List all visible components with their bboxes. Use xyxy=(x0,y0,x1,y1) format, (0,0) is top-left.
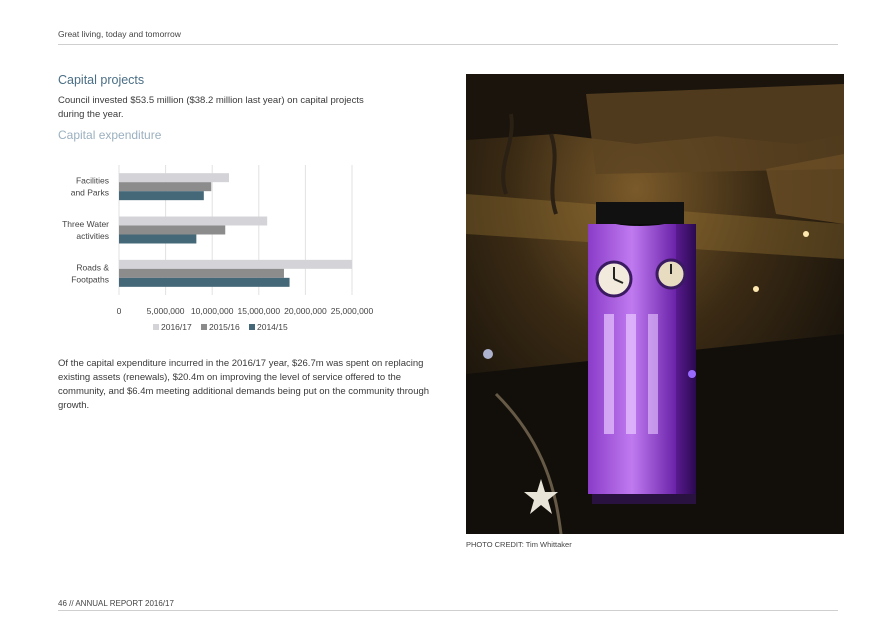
bar-2016-17 xyxy=(119,217,267,226)
bar-2016-17 xyxy=(119,173,229,182)
header-divider xyxy=(58,44,838,45)
chart-svg xyxy=(56,160,386,340)
capital-expenditure-chart xyxy=(56,160,386,340)
legend-swatch xyxy=(201,324,207,330)
x-tick-label: 10,000,000 xyxy=(190,306,234,316)
legend-label: 2014/15 xyxy=(257,322,288,332)
legend-swatch xyxy=(249,324,255,330)
bar-2015-16 xyxy=(119,269,284,278)
x-tick-label: 0 xyxy=(116,306,122,316)
footer-page-label: 46 // ANNUAL REPORT 2016/17 xyxy=(58,599,174,608)
header-tagline: Great living, today and tomorrow xyxy=(58,29,181,39)
capital-expenditure-paragraph: Of the capital expenditure incurred in the 2016/17 year, $26.7m was spent on replacing existing assets (renewals), $20.4m on improving the level of service offered to the community, and $6.4m meeting additional demands being put on the community through growth. xyxy=(58,358,430,411)
bar-2014-15 xyxy=(119,278,290,287)
photo-credit: PHOTO CREDIT: Tim Whittaker xyxy=(466,540,572,549)
bar-2014-15 xyxy=(119,191,204,200)
legend-swatch xyxy=(153,324,159,330)
legend-label: 2016/17 xyxy=(161,322,192,332)
bar-2015-16 xyxy=(119,182,211,191)
category-label: Roads & xyxy=(76,262,109,273)
footer-divider xyxy=(58,610,838,611)
category-label: activities xyxy=(76,231,109,241)
category-label: Three Water xyxy=(62,219,109,229)
bar-2016-17 xyxy=(119,260,352,269)
x-tick-label: 5,000,000 xyxy=(146,306,185,316)
bar-2015-16 xyxy=(119,226,225,235)
section-title: Capital projects xyxy=(58,73,145,87)
category-label: Footpaths xyxy=(71,274,109,285)
x-tick-label: 15,000,000 xyxy=(237,306,281,316)
bar-2014-15 xyxy=(119,235,196,244)
clock-tower-photo xyxy=(466,74,844,534)
clock-tower-image xyxy=(466,74,844,534)
category-label: and Parks xyxy=(70,187,109,198)
legend-label: 2015/16 xyxy=(209,322,240,332)
x-tick-label: 20,000,000 xyxy=(284,306,327,316)
intro-paragraph: Council invested $53.5 million ($38.2 million last year) on capital projects during the year. xyxy=(58,95,364,120)
x-tick-label: 25,000,000 xyxy=(330,306,374,316)
chart-heading: Capital expenditure xyxy=(58,128,162,142)
category-label: Facilities xyxy=(75,175,109,186)
